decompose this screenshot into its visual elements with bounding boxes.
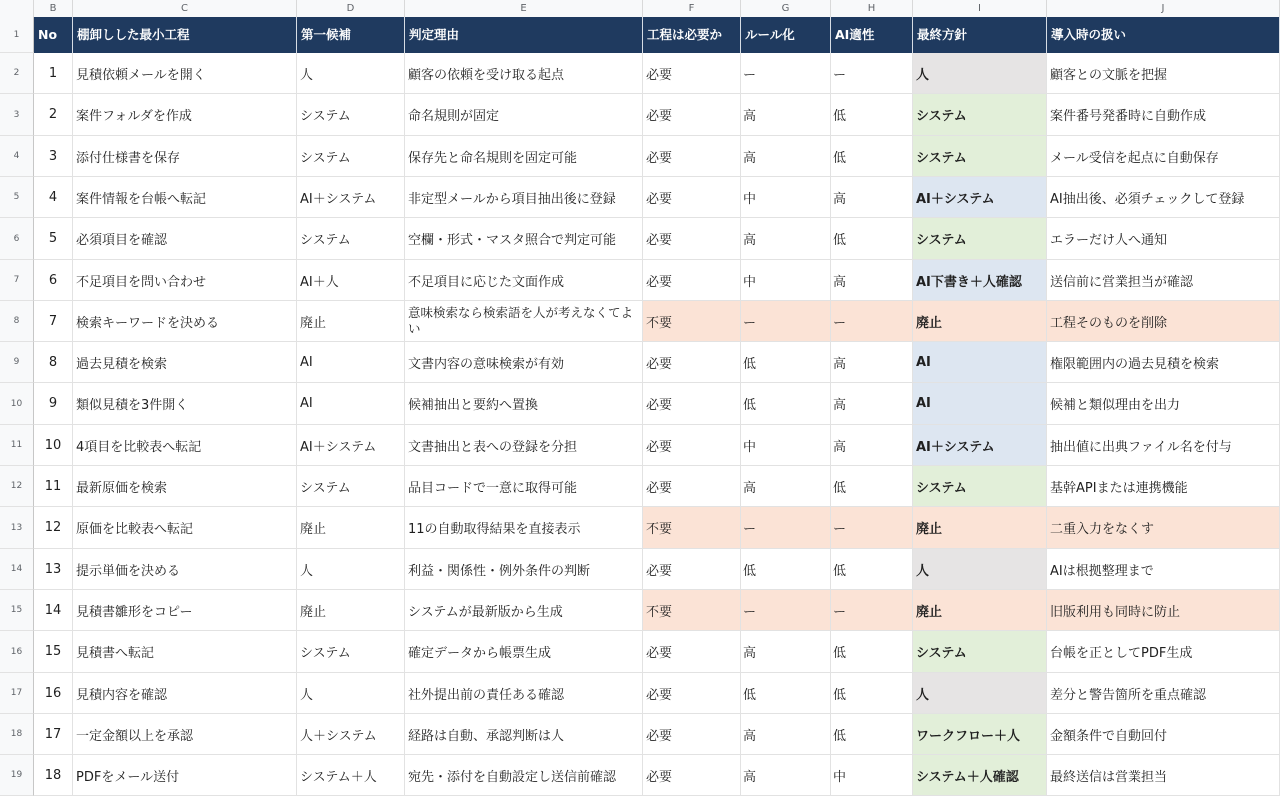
row-number[interactable]: 2 [0,53,34,94]
cell-policy[interactable]: AI [913,342,1047,383]
table-header-row [34,17,1280,53]
cell-rule[interactable]: 中 [741,260,831,301]
cell-step[interactable]: 一定金額以上を承認 [73,714,297,755]
cell-step[interactable]: 添付仕様書を保存 [73,136,297,177]
table-row [34,260,1280,301]
cell-step[interactable]: 案件情報を台帳へ転記 [73,177,297,218]
cell-policy[interactable]: システム [913,94,1047,136]
cell-step[interactable]: 類似見積を3件開く [73,383,297,425]
cell-ai[interactable]: 高 [831,177,913,218]
row-number[interactable]: 8 [0,301,34,342]
table-row [34,549,1280,590]
cell-ai[interactable]: ー [831,590,913,631]
cell-rule[interactable]: 高 [741,466,831,507]
cell-needed[interactable]: 必要 [643,714,741,755]
row-number[interactable]: 7 [0,260,34,301]
cell-ai[interactable]: 低 [831,136,913,177]
cell-handling[interactable]: 送信前に営業担当が確認 [1047,260,1280,301]
cell-step[interactable]: 見積依頼メールを開く [73,53,297,94]
header-handling[interactable]: 導入時の扱い [1047,17,1280,53]
cell-reason[interactable]: 候補抽出と要約へ置換 [405,383,643,425]
table-row [34,301,1280,342]
cell-candidate[interactable]: AI [297,342,405,383]
column-letter-e[interactable]: E [405,0,643,17]
column-letter-b[interactable]: B [34,0,73,17]
table-row [34,94,1280,136]
cell-step[interactable]: 原価を比較表へ転記 [73,507,297,549]
cell-reason[interactable]: 文書抽出と表への登録を分担 [405,425,643,466]
table-row [34,466,1280,507]
row-number[interactable]: 14 [0,549,34,590]
cell-no[interactable]: 7 [34,301,73,342]
cell-ai[interactable]: ー [831,53,913,94]
header-ai[interactable]: AI適性 [831,17,913,53]
cell-step[interactable]: 案件フォルダを作成 [73,94,297,136]
cell-step[interactable]: 過去見積を検索 [73,342,297,383]
row-number[interactable]: 6 [0,218,34,260]
row-number[interactable]: 11 [0,425,34,466]
cell-step[interactable]: 提示単価を決める [73,549,297,590]
cell-no[interactable]: 9 [34,383,73,425]
cell-handling[interactable]: 顧客との文脈を把握 [1047,53,1280,94]
cell-policy[interactable]: 廃止 [913,507,1047,549]
cell-step[interactable]: 見積書雛形をコピー [73,590,297,631]
cell-candidate[interactable]: システム [297,631,405,673]
cell-needed[interactable]: 必要 [643,53,741,94]
cell-ai[interactable]: 高 [831,260,913,301]
table-row [34,590,1280,631]
cell-reason[interactable]: 確定データから帳票生成 [405,631,643,673]
cell-ai[interactable]: ー [831,507,913,549]
cell-rule[interactable]: 高 [741,631,831,673]
cell-candidate[interactable]: システム＋人 [297,755,405,796]
cell-handling[interactable]: エラーだけ人へ通知 [1047,218,1280,260]
cell-step[interactable]: 4項目を比較表へ転記 [73,425,297,466]
cell-rule[interactable]: 低 [741,342,831,383]
column-letter-g[interactable]: G [741,0,831,17]
cell-candidate[interactable]: システム [297,218,405,260]
cell-step[interactable]: PDFをメール送付 [73,755,297,796]
column-letter-f[interactable]: F [643,0,741,17]
cell-step[interactable]: 最新原価を検索 [73,466,297,507]
cell-candidate[interactable]: システム [297,466,405,507]
cell-reason[interactable]: 命名規則が固定 [405,94,643,136]
table-row [34,177,1280,218]
cell-policy[interactable]: システム [913,218,1047,260]
cell-no[interactable]: 18 [34,755,73,796]
cell-rule[interactable]: 高 [741,755,831,796]
cell-no[interactable]: 16 [34,673,73,714]
cell-ai[interactable]: 低 [831,549,913,590]
table-row [34,425,1280,466]
cell-reason[interactable]: システムが最新版から生成 [405,590,643,631]
cell-policy[interactable]: 廃止 [913,301,1047,342]
column-letter-h[interactable]: H [831,0,913,17]
row-number[interactable]: 15 [0,590,34,631]
cell-step[interactable]: 検索キーワードを決める [73,301,297,342]
table-row [34,136,1280,177]
table-row [34,342,1280,383]
row-number-1[interactable]: 1 [0,17,34,53]
header-step[interactable]: 棚卸しした最小工程 [73,17,297,53]
cell-reason[interactable]: 顧客の依頼を受け取る起点 [405,53,643,94]
table-row [34,631,1280,673]
cell-ai[interactable]: 高 [831,425,913,466]
cell-rule[interactable]: 高 [741,714,831,755]
header-candidate[interactable]: 第一候補 [297,17,405,53]
cell-needed[interactable]: 必要 [643,260,741,301]
cell-rule[interactable]: ー [741,53,831,94]
cell-rule[interactable]: 中 [741,425,831,466]
row-number[interactable]: 19 [0,755,34,796]
cell-reason[interactable]: 空欄・形式・マスタ照合で判定可能 [405,218,643,260]
row-number[interactable]: 10 [0,383,34,425]
cell-step[interactable]: 見積内容を確認 [73,673,297,714]
cell-candidate[interactable]: 人 [297,549,405,590]
column-letter-c[interactable]: C [73,0,297,17]
cell-policy[interactable]: 廃止 [913,590,1047,631]
cell-reason[interactable]: 社外提出前の責任ある確認 [405,673,643,714]
cell-no[interactable]: 11 [34,466,73,507]
header-policy[interactable]: 最終方針 [913,17,1047,53]
cell-ai[interactable]: 低 [831,94,913,136]
column-letter-d[interactable]: D [297,0,405,17]
table-row [34,383,1280,425]
cell-needed[interactable]: 必要 [643,383,741,425]
cell-no[interactable]: 14 [34,590,73,631]
cell-candidate[interactable]: 人 [297,673,405,714]
cell-policy[interactable]: システム [913,631,1047,673]
cell-candidate[interactable]: AI＋人 [297,260,405,301]
cell-candidate[interactable]: 人＋システム [297,714,405,755]
cell-ai[interactable]: 低 [831,714,913,755]
cell-rule[interactable]: 高 [741,94,831,136]
cell-needed[interactable]: 必要 [643,94,741,136]
cell-policy[interactable]: システム [913,136,1047,177]
cell-policy[interactable]: ワークフロー＋人 [913,714,1047,755]
row-number[interactable]: 18 [0,714,34,755]
cell-rule[interactable]: 中 [741,177,831,218]
cell-reason[interactable]: 不足項目に応じた文面作成 [405,260,643,301]
cell-ai[interactable]: 低 [831,673,913,714]
cell-policy[interactable]: AI＋システム [913,177,1047,218]
cell-needed[interactable]: 必要 [643,342,741,383]
cell-no[interactable]: 17 [34,714,73,755]
cell-needed[interactable]: 必要 [643,673,741,714]
cell-no[interactable]: 4 [34,177,73,218]
cell-handling[interactable]: 候補と類似理由を出力 [1047,383,1280,425]
cell-policy[interactable]: 人 [913,53,1047,94]
cell-policy[interactable]: 人 [913,673,1047,714]
cell-needed[interactable]: 不要 [643,301,741,342]
cell-handling[interactable]: AIは根拠整理まで [1047,549,1280,590]
cell-rule[interactable]: 低 [741,549,831,590]
cell-ai[interactable]: ー [831,301,913,342]
column-letter-i[interactable]: I [913,0,1047,17]
cell-reason[interactable]: 意味検索なら検索語を人が考えなくてよい [405,301,643,342]
cell-no[interactable]: 1 [34,53,73,94]
cell-rule[interactable]: ー [741,590,831,631]
cell-rule[interactable]: 低 [741,383,831,425]
cell-needed[interactable]: 必要 [643,631,741,673]
column-letter-j[interactable]: J [1047,0,1280,17]
cell-policy[interactable]: 人 [913,549,1047,590]
row-number[interactable]: 16 [0,631,34,673]
cell-handling[interactable]: メール受信を起点に自動保存 [1047,136,1280,177]
row-number[interactable]: 5 [0,177,34,218]
cell-no[interactable]: 12 [34,507,73,549]
cell-needed[interactable]: 必要 [643,136,741,177]
cell-rule[interactable]: ー [741,301,831,342]
cell-needed[interactable]: 必要 [643,755,741,796]
header-needed[interactable]: 工程は必要か [643,17,741,53]
cell-step[interactable]: 不足項目を問い合わせ [73,260,297,301]
cell-ai[interactable]: 高 [831,383,913,425]
corner-cell[interactable] [0,0,34,17]
cell-rule[interactable]: 高 [741,136,831,177]
cell-ai[interactable]: 低 [831,466,913,507]
cell-candidate[interactable]: システム [297,94,405,136]
cell-candidate[interactable]: 廃止 [297,590,405,631]
row-number[interactable]: 4 [0,136,34,177]
cell-reason[interactable]: 利益・関係性・例外条件の判断 [405,549,643,590]
table-row [34,673,1280,714]
cell-handling[interactable]: 抽出値に出典ファイル名を付与 [1047,425,1280,466]
table-row [34,507,1280,549]
cell-reason[interactable]: 品目コードで一意に取得可能 [405,466,643,507]
cell-rule[interactable]: ー [741,507,831,549]
cell-handling[interactable]: 最終送信は営業担当 [1047,755,1280,796]
cell-ai[interactable]: 高 [831,342,913,383]
row-number[interactable]: 13 [0,507,34,549]
cell-candidate[interactable]: システム [297,136,405,177]
cell-no[interactable]: 3 [34,136,73,177]
cell-reason[interactable]: 宛先・添付を自動設定し送信前確認 [405,755,643,796]
cell-step[interactable]: 必須項目を確認 [73,218,297,260]
row-number[interactable]: 17 [0,673,34,714]
header-no[interactable]: No [34,17,73,53]
row-number[interactable]: 3 [0,94,34,136]
cell-policy[interactable]: システム [913,466,1047,507]
cell-policy[interactable]: AI [913,383,1047,425]
cell-reason[interactable]: 非定型メールから項目抽出後に登録 [405,177,643,218]
cell-needed[interactable]: 必要 [643,425,741,466]
cell-reason[interactable]: 文書内容の意味検索が有効 [405,342,643,383]
cell-candidate[interactable]: 廃止 [297,507,405,549]
row-number[interactable]: 9 [0,342,34,383]
cell-handling[interactable]: 台帳を正としてPDF生成 [1047,631,1280,673]
table-row [34,53,1280,94]
cell-candidate[interactable]: 人 [297,53,405,94]
cell-handling[interactable]: 旧版利用も同時に防止 [1047,590,1280,631]
cell-needed[interactable]: 必要 [643,549,741,590]
cell-no[interactable]: 2 [34,94,73,136]
cell-handling[interactable]: 工程そのものを削除 [1047,301,1280,342]
cell-no[interactable]: 15 [34,631,73,673]
cell-no[interactable]: 6 [34,260,73,301]
cell-candidate[interactable]: AI＋システム [297,425,405,466]
cell-needed[interactable]: 不要 [643,590,741,631]
cell-handling[interactable]: 権限範囲内の過去見積を検索 [1047,342,1280,383]
cell-candidate[interactable]: 廃止 [297,301,405,342]
table-row [34,714,1280,755]
cell-handling[interactable]: 差分と警告箇所を重点確認 [1047,673,1280,714]
cell-candidate[interactable]: AI＋システム [297,177,405,218]
cell-reason[interactable]: 11の自動取得結果を直接表示 [405,507,643,549]
cell-rule[interactable]: 低 [741,673,831,714]
cell-no[interactable]: 8 [34,342,73,383]
cell-needed[interactable]: 必要 [643,218,741,260]
cell-ai[interactable]: 低 [831,631,913,673]
cell-ai[interactable]: 低 [831,218,913,260]
cell-handling[interactable]: 二重入力をなくす [1047,507,1280,549]
cell-ai[interactable]: 中 [831,755,913,796]
cell-handling[interactable]: AI抽出後、必須チェックして登録 [1047,177,1280,218]
cell-needed[interactable]: 不要 [643,507,741,549]
cell-handling[interactable]: 金額条件で自動回付 [1047,714,1280,755]
header-rule[interactable]: ルール化 [741,17,831,53]
cell-handling[interactable]: 案件番号発番時に自動作成 [1047,94,1280,136]
row-number[interactable]: 12 [0,466,34,507]
cell-policy[interactable]: システム＋人確認 [913,755,1047,796]
cell-reason[interactable]: 保存先と命名規則を固定可能 [405,136,643,177]
cell-no[interactable]: 5 [34,218,73,260]
cell-no[interactable]: 13 [34,549,73,590]
cell-needed[interactable]: 必要 [643,466,741,507]
cell-step[interactable]: 見積書へ転記 [73,631,297,673]
cell-candidate[interactable]: AI [297,383,405,425]
header-reason[interactable]: 判定理由 [405,17,643,53]
table-row [34,218,1280,260]
cell-policy[interactable]: AI下書き＋人確認 [913,260,1047,301]
column-header-bar [0,0,1280,18]
cell-reason[interactable]: 経路は自動、承認判断は人 [405,714,643,755]
cell-no[interactable]: 10 [34,425,73,466]
table-row [34,755,1280,796]
cell-needed[interactable]: 必要 [643,177,741,218]
cell-rule[interactable]: 高 [741,218,831,260]
cell-handling[interactable]: 基幹APIまたは連携機能 [1047,466,1280,507]
cell-policy[interactable]: AI＋システム [913,425,1047,466]
